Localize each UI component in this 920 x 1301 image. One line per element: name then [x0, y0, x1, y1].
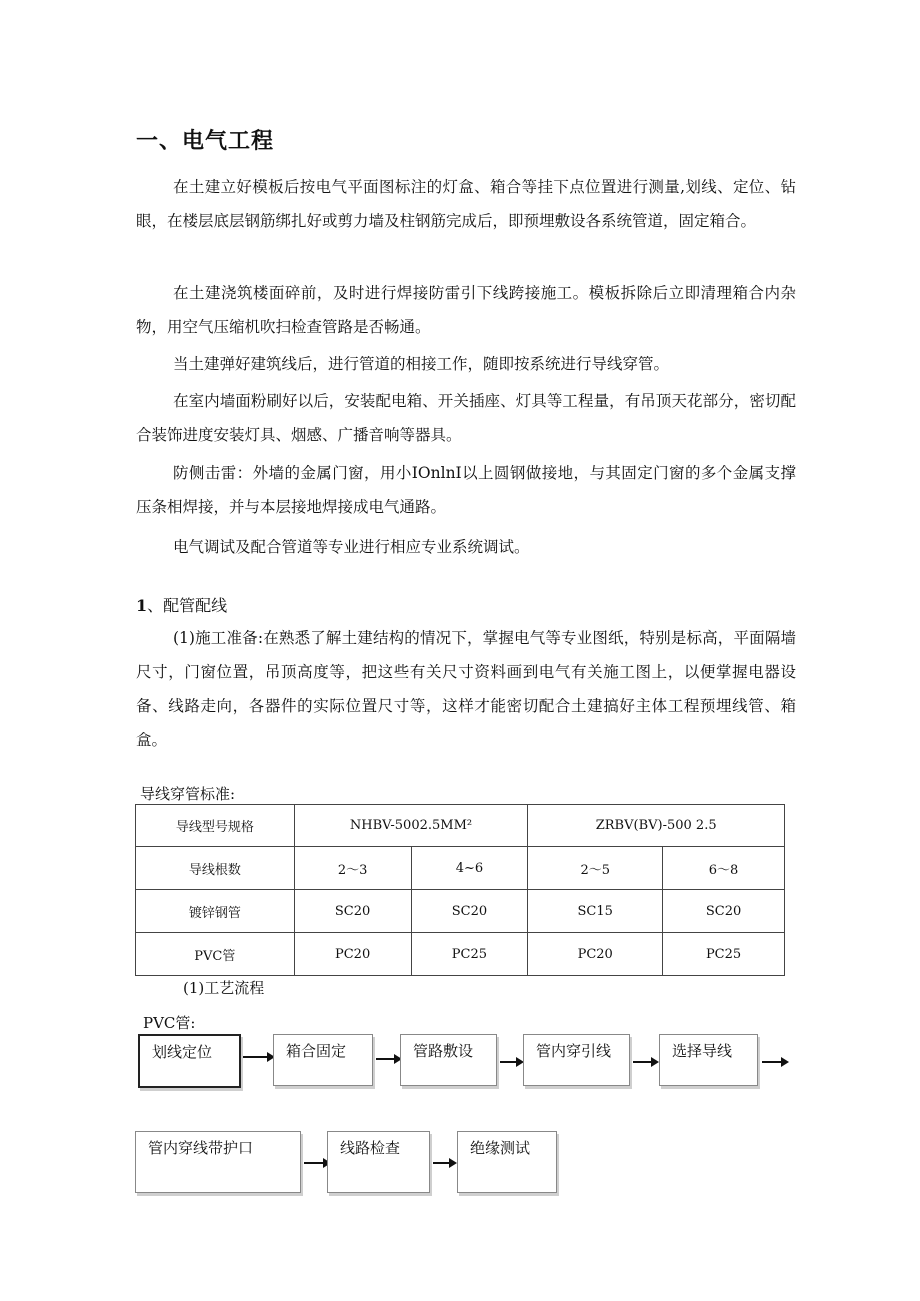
table-cell: PC20	[528, 933, 663, 976]
flow-arrow	[433, 1162, 450, 1164]
table-cell: SC20	[294, 890, 411, 933]
table-cell: PVC管	[136, 933, 295, 976]
flow-step: 绝缘测试	[457, 1131, 557, 1193]
table-cell: 2～3	[294, 847, 411, 890]
table-cell: ZRBV(BV)-500 2.5	[528, 805, 785, 847]
table-cell: 导线根数	[136, 847, 295, 890]
subsection-title: 、配管配线	[147, 596, 228, 615]
paragraph: 防侧击雷：外墙的金属门窗，用小IOnlnI以上圆钢做接地，与其固定门窗的多个金属支撑压条相焊接，并与本层接地焊接成电气通路。	[136, 464, 796, 516]
flow-arrow	[243, 1056, 268, 1058]
section-heading: 一、电气工程	[136, 129, 275, 154]
flow-arrow	[304, 1162, 324, 1164]
pvc-label: PVC管:	[143, 1014, 196, 1032]
table-cell: 4~6	[411, 847, 528, 890]
flow-arrow	[633, 1061, 652, 1063]
table-row	[136, 890, 785, 933]
table-caption: 导线穿管标准:	[140, 785, 236, 803]
table-cell: 2～5	[528, 847, 663, 890]
table-cell: PC20	[294, 933, 411, 976]
paragraph: 在土建立好模板后按电气平面图标注的灯盒、箱合等挂下点位置进行测量,划线、定位、钻眼，在楼层底层钢筋绑扎好或剪力墙及柱钢筋完成后，即预埋敷设各系统管道，固定箱合。	[136, 178, 796, 230]
subsection-number: 1	[136, 596, 148, 615]
flow-arrow	[376, 1058, 395, 1060]
flow-caption: (1)工艺流程	[183, 979, 265, 997]
subsection-heading	[136, 593, 227, 616]
flow-step: 箱合固定	[273, 1034, 373, 1086]
paragraph: 在室内墙面粉刷好以后，安装配电箱、开关插座、灯具等工程量，有吊顶天花部分，密切配合装饰进度安装灯具、烟感、广播音响等器具。	[136, 392, 796, 444]
paragraph: (1)施工准备:在熟悉了解土建结构的情况下，掌握电气等专业图纸，特别是标高，平面隔墙尺寸，门窗位置，吊顶高度等，把这些有关尺寸资料画到电气有关施工图上，以便掌握电器设备、线路走向，各器件的实际位置尺寸等，这样才能密切配合土建搞好主体工程预埋线管、箱盒。	[136, 629, 796, 749]
table-cell: SC15	[528, 890, 663, 933]
flow-arrow	[500, 1061, 517, 1063]
flow-arrow	[762, 1061, 782, 1063]
table-cell: PC25	[663, 933, 785, 976]
table-cell: PC25	[411, 933, 528, 976]
table-row	[136, 805, 785, 847]
table-cell: 6～8	[663, 847, 785, 890]
conduit-standard-table	[135, 804, 785, 976]
table-cell: 镀锌钢管	[136, 890, 295, 933]
table-cell: NHBV-5002.5MM²	[294, 805, 528, 847]
table-row	[136, 933, 785, 976]
flow-step: 管内穿引线	[523, 1034, 630, 1086]
paragraph: 电气调试及配合管道等专业进行相应专业系统调试。	[173, 538, 530, 556]
flow-step: 管内穿线带护口	[135, 1131, 301, 1193]
table-cell: SC20	[411, 890, 528, 933]
flow-step: 线路检查	[327, 1131, 430, 1193]
flow-step: 管路敷设	[400, 1034, 497, 1086]
flow-step: 选择导线	[659, 1034, 758, 1086]
table-row	[136, 847, 785, 890]
table-cell: SC20	[663, 890, 785, 933]
table-cell: 导线型号规格	[136, 805, 295, 847]
paragraph: 当土建弹好建筑线后，进行管道的相接工作，随即按系统进行导线穿管。	[173, 355, 670, 373]
paragraph: 在土建浇筑楼面碎前，及时进行焊接防雷引下线跨接施工。模板拆除后立即清理箱合内杂物，用空气压缩机吹扫检查管路是否畅通。	[136, 284, 796, 336]
flow-step: 划线定位	[138, 1034, 241, 1088]
